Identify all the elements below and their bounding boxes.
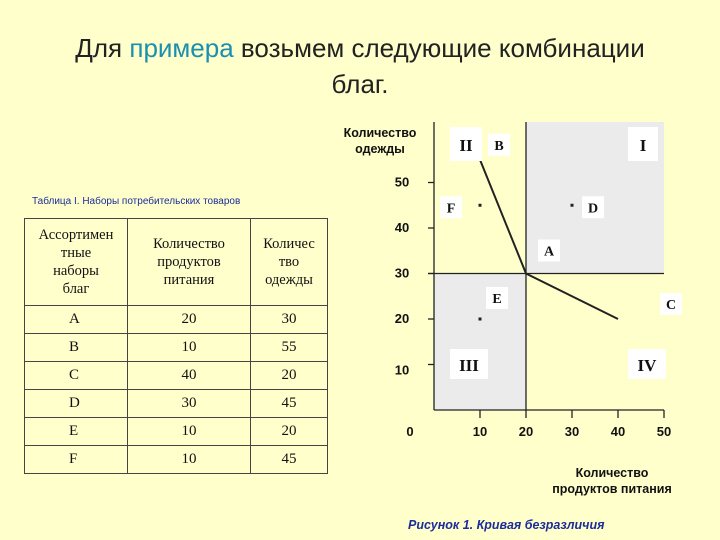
cell-clothes: 55 [251,334,328,362]
cell-set: B [25,334,128,362]
figure-caption: Рисунок 1. Кривая безразличия [408,518,605,532]
y-axis-title: Количество [343,126,417,140]
x-axis-title: Количество [575,466,649,480]
y-tick-label: 30 [394,265,410,281]
shaded-region-iii [434,274,526,411]
x-tick-label: 30 [564,424,580,439]
cell-food: 30 [128,390,251,418]
point-marker-d [571,204,574,207]
cell-set: F [25,446,128,474]
cell-clothes: 20 [251,362,328,390]
y-tick-label: 10 [394,362,410,378]
cell-set: E [25,418,128,446]
cell-clothes: 45 [251,446,328,474]
point-marker-f [479,204,482,207]
x-tick-label: 50 [656,424,672,439]
cell-set: C [25,362,128,390]
title-highlight: примера [129,33,234,63]
quadrant-label-i: I [639,136,647,155]
x-tick-label: 10 [472,424,488,439]
cell-clothes: 30 [251,306,328,334]
title-part-1: Для [75,33,130,63]
cell-food: 10 [128,446,251,474]
y-tick-label: 40 [394,220,410,235]
title-part-2: возьмем следующие комбинации [233,33,645,63]
y-tick-label: 20 [394,311,410,326]
point-label-d: D [587,201,599,217]
point-marker-e [479,318,482,321]
point-label-e: E [492,292,502,307]
cell-set: D [25,390,128,418]
x-tick-label: 40 [610,424,626,439]
cell-food: 10 [128,334,251,362]
title-line-2: благ. [331,69,389,99]
header-food: Количество продуктов питания [128,219,251,306]
cell-clothes: 45 [251,390,328,418]
x-tick-label: 20 [518,424,534,439]
quadrant-label-ii: II [459,136,473,155]
cell-set: A [25,306,128,334]
header-set: Ассортимен тные наборы благ [25,219,128,306]
cell-clothes: 20 [251,418,328,446]
y-tick-label: 50 [394,174,410,190]
cell-food: 40 [128,362,251,390]
cell-food: 10 [128,418,251,446]
cell-food: 20 [128,306,251,334]
quadrant-label-iii: III [459,356,479,375]
point-label-b: B [494,138,504,154]
header-clothes: Количес тво одежды [251,219,328,306]
x-tick-label: 0 [406,424,414,439]
point-label-c: C [665,298,677,313]
point-label-f: F [446,201,456,217]
quadrant-label-iv: IV [637,356,657,375]
table-caption: Таблица I. Наборы потребительских товаров [32,196,241,207]
x-axis-title: продуктов питания [552,482,672,496]
y-axis-title: одежды [355,142,405,156]
point-label-a: A [543,244,555,260]
